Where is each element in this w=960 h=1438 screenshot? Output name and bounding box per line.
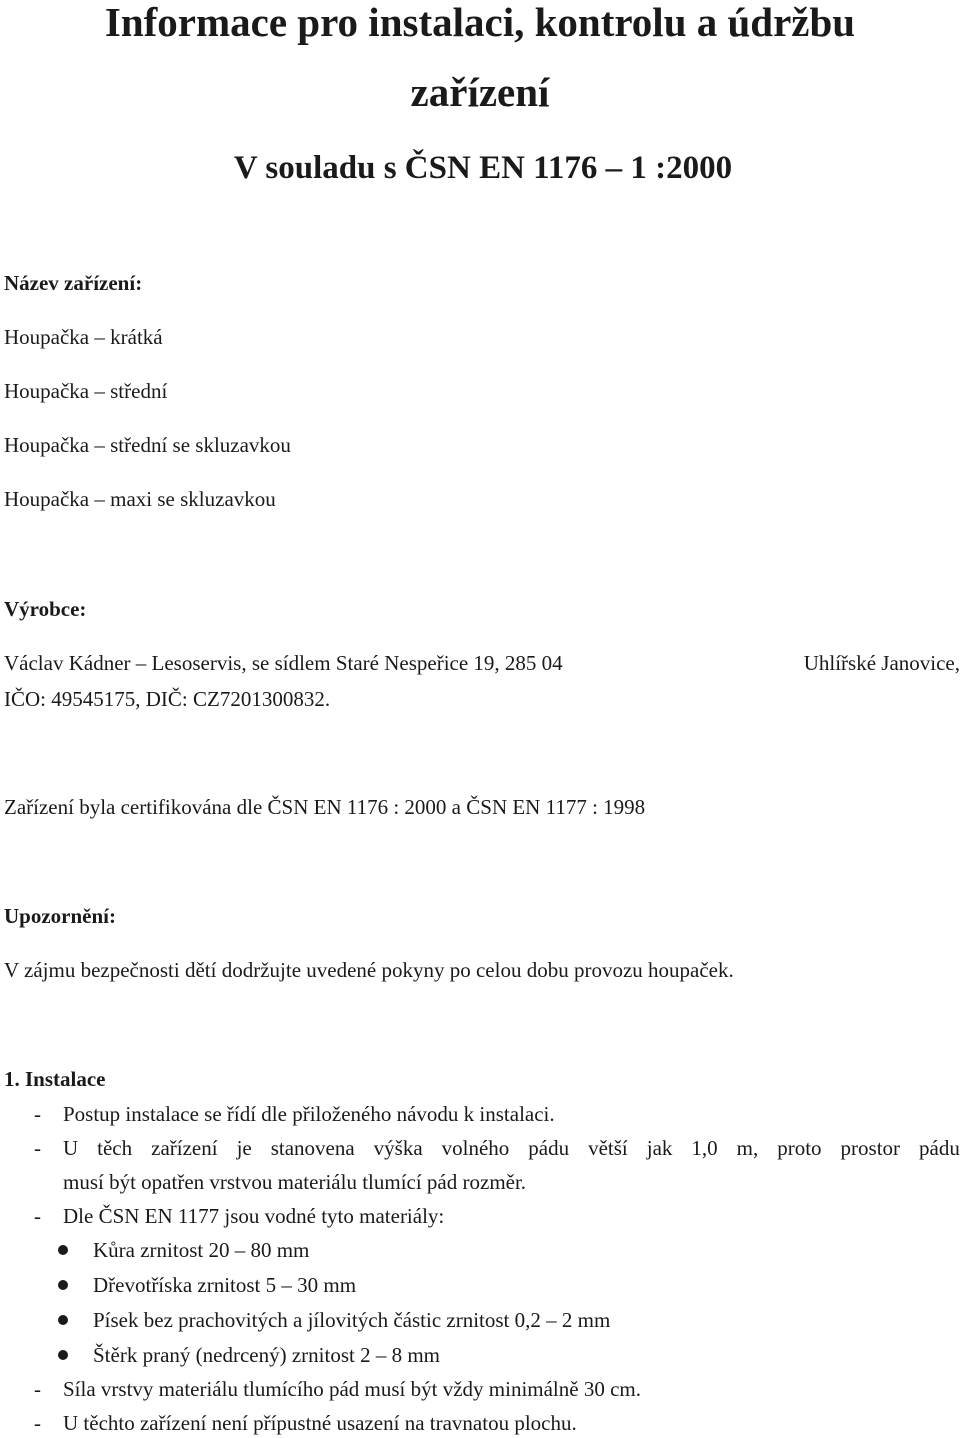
bullet-icon xyxy=(58,1315,68,1325)
justified-word: U xyxy=(63,1136,79,1160)
justified-word: m, xyxy=(736,1136,759,1160)
installation-item: Dle ČSN EN 1177 jsou vodné tyto materiály: xyxy=(63,1204,445,1228)
manufacturer-ids: IČO: 49545175, DIČ: CZ7201300832. xyxy=(4,687,331,711)
manufacturer-heading: Výrobce: xyxy=(4,597,87,621)
material-item: Kůra zrnitost 20 – 80 mm xyxy=(93,1238,310,1262)
device-item: Houpačka – maxi se skluzavkou xyxy=(4,487,276,511)
device-name-heading: Název zařízení: xyxy=(4,271,143,295)
justified-word: stanovena xyxy=(270,1136,355,1160)
manufacturer-address-left: Václav Kádner – Lesoservis, se sídlem Staré Nespeřice 19, 285 04 xyxy=(4,651,563,675)
device-item: Houpačka – střední xyxy=(4,379,168,403)
document-title-continued: zařízení xyxy=(410,69,550,115)
material-item: Dřevotříska zrnitost 5 – 30 mm xyxy=(93,1273,357,1297)
installation-item: U těchto zařízení není přípustné usazení na travnatou plochu. xyxy=(63,1411,577,1435)
device-item: Houpačka – krátká xyxy=(4,325,163,349)
warning-heading: Upozornění: xyxy=(4,904,116,928)
certification-text: Zařízení byla certifikována dle ČSN EN 1176 : 2000 a ČSN EN 1177 : 1998 xyxy=(4,795,646,819)
warning-text: V zájmu bezpečnosti dětí dodržujte uvedené pokyny po celou dobu provozu houpaček. xyxy=(4,958,734,982)
justified-word: volného xyxy=(441,1136,510,1160)
material-item: Písek bez prachovitých a jílovitých částic zrnitost 0,2 – 2 mm xyxy=(93,1308,611,1332)
justified-word: pádu xyxy=(919,1136,960,1160)
justified-word: proto xyxy=(777,1136,822,1160)
installation-item xyxy=(63,1133,960,1163)
justified-word: 1,0 xyxy=(691,1136,718,1160)
justified-word: zařízení xyxy=(151,1136,218,1160)
list-dash: - xyxy=(34,1204,41,1228)
installation-item-continued: musí být opatřen vrstvou materiálu tlumící pád rozměr. xyxy=(63,1170,527,1194)
installation-item: Síla vrstvy materiálu tlumícího pád musí být vždy minimálně 30 cm. xyxy=(63,1377,641,1401)
section-heading-installation: 1. Instalace xyxy=(4,1067,106,1091)
list-dash: - xyxy=(34,1136,41,1160)
list-dash: - xyxy=(34,1377,41,1401)
installation-item: Postup instalace se řídí dle přiloženého návodu k instalaci. xyxy=(63,1102,555,1126)
document-title: Informace pro instalaci, kontrolu a údržbu xyxy=(104,0,856,45)
material-item: Štěrk praný (nedrcený) zrnitost 2 – 8 mm xyxy=(93,1343,440,1367)
justified-word: je xyxy=(236,1136,252,1160)
list-dash: - xyxy=(34,1102,41,1126)
manufacturer-address-right: Uhlířské Janovice, xyxy=(803,651,960,675)
bullet-icon xyxy=(58,1350,68,1360)
document-subtitle: V souladu s ČSN EN 1176 – 1 :2000 xyxy=(233,150,733,186)
bullet-icon xyxy=(58,1245,68,1255)
manufacturer-address-line xyxy=(4,648,960,678)
bullet-icon xyxy=(58,1280,68,1290)
justified-word: výška xyxy=(373,1136,423,1160)
justified-word: prostor xyxy=(840,1136,901,1160)
device-item: Houpačka – střední se skluzavkou xyxy=(4,433,291,457)
justified-word: větší xyxy=(588,1136,628,1160)
justified-word: pádu xyxy=(528,1136,570,1160)
list-dash: - xyxy=(34,1411,41,1435)
justified-word: těch xyxy=(97,1136,133,1160)
justified-word: jak xyxy=(646,1136,673,1160)
